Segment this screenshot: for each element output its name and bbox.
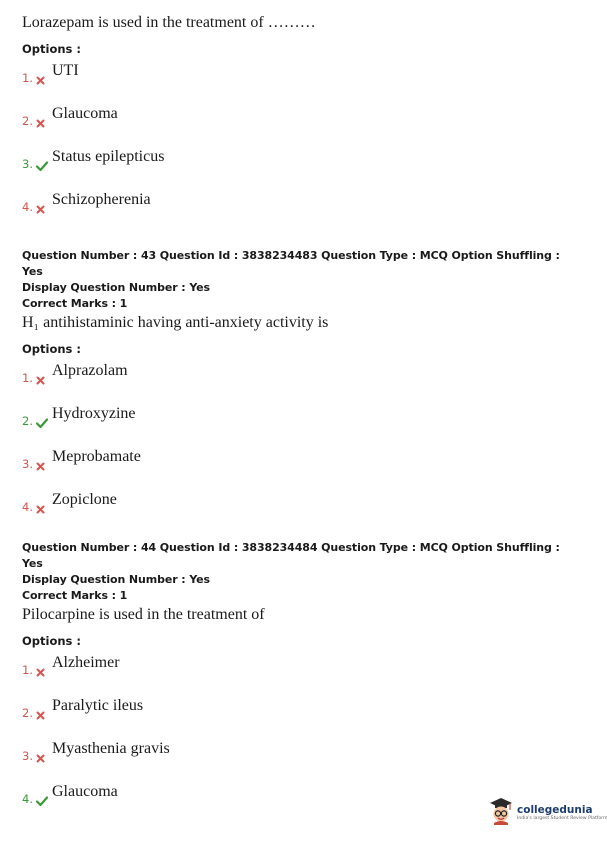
question-meta: Question Number : 43 Question Id : 3838234483 Question Type : MCQ Option Shuffling : Yes <box>22 249 560 278</box>
option-number: 3. <box>22 457 33 471</box>
cross-icon <box>36 71 48 85</box>
options-label: Options : <box>22 42 81 56</box>
option-number: 4. <box>22 200 33 214</box>
logo-tagline: India's largest Student Review Platform <box>517 816 607 821</box>
option-number: 3. <box>22 749 33 763</box>
collegedunia-logo <box>489 797 607 829</box>
option-text: Zopiclone <box>52 491 117 508</box>
check-icon <box>36 792 48 806</box>
cross-icon <box>36 706 48 720</box>
option-item <box>22 61 578 85</box>
option-number: 2. <box>22 114 33 128</box>
option-text: Hydroxyzine <box>52 405 136 422</box>
option-text: Myasthenia gravis <box>52 740 170 757</box>
option-item <box>22 696 578 720</box>
cross-icon <box>36 457 48 471</box>
option-text: Schizopherenia <box>52 191 151 208</box>
check-icon <box>36 157 48 171</box>
option-text: Glaucoma <box>52 783 118 800</box>
option-number: 2. <box>22 414 33 428</box>
option-text: Paralytic ileus <box>52 697 144 714</box>
options-label: Options : <box>22 634 81 648</box>
question-block-42 <box>22 12 578 214</box>
option-number: 3. <box>22 157 33 171</box>
option-item <box>22 190 578 214</box>
option-item <box>22 447 578 471</box>
option-text: Glaucoma <box>52 105 118 122</box>
option-item <box>22 147 578 171</box>
option-item <box>22 739 578 763</box>
cross-icon <box>36 749 48 763</box>
option-text: Status epilepticus <box>52 148 165 165</box>
question-text: Lorazepam is used in the treatment of ……… <box>22 14 316 31</box>
option-text: Alprazolam <box>52 362 128 379</box>
correct-marks: Correct Marks : 1 <box>22 297 128 310</box>
option-text: Alzheimer <box>52 654 120 671</box>
option-item <box>22 490 578 514</box>
question-text: H₁ antihistaminic having anti-anxiety activity is <box>22 314 329 331</box>
option-item <box>22 653 578 677</box>
cross-icon <box>36 371 48 385</box>
option-number: 2. <box>22 706 33 720</box>
question-meta: Question Number : 44 Question Id : 3838234484 Question Type : MCQ Option Shuffling : Yes <box>22 541 560 570</box>
logo-name: collegedunia <box>517 804 593 816</box>
cross-icon <box>36 500 48 514</box>
option-number: 1. <box>22 371 33 385</box>
option-item <box>22 104 578 128</box>
cross-icon <box>36 114 48 128</box>
option-number: 1. <box>22 663 33 677</box>
option-item <box>22 361 578 385</box>
option-item <box>22 404 578 428</box>
option-number: 4. <box>22 500 33 514</box>
question-block-43 <box>22 248 578 514</box>
option-text: Meprobamate <box>52 448 141 465</box>
option-number: 4. <box>22 792 33 806</box>
question-text: Pilocarpine is used in the treatment of <box>22 606 265 623</box>
option-number: 1. <box>22 71 33 85</box>
correct-marks: Correct Marks : 1 <box>22 589 128 602</box>
graduate-mascot-icon <box>489 797 513 830</box>
cross-icon <box>36 200 48 214</box>
question-meta: Display Question Number : Yes <box>22 573 210 586</box>
option-text: UTI <box>52 62 79 79</box>
question-meta: Display Question Number : Yes <box>22 281 210 294</box>
options-label: Options : <box>22 342 81 356</box>
question-block-44 <box>22 540 578 806</box>
check-icon <box>36 414 48 428</box>
cross-icon <box>36 663 48 677</box>
